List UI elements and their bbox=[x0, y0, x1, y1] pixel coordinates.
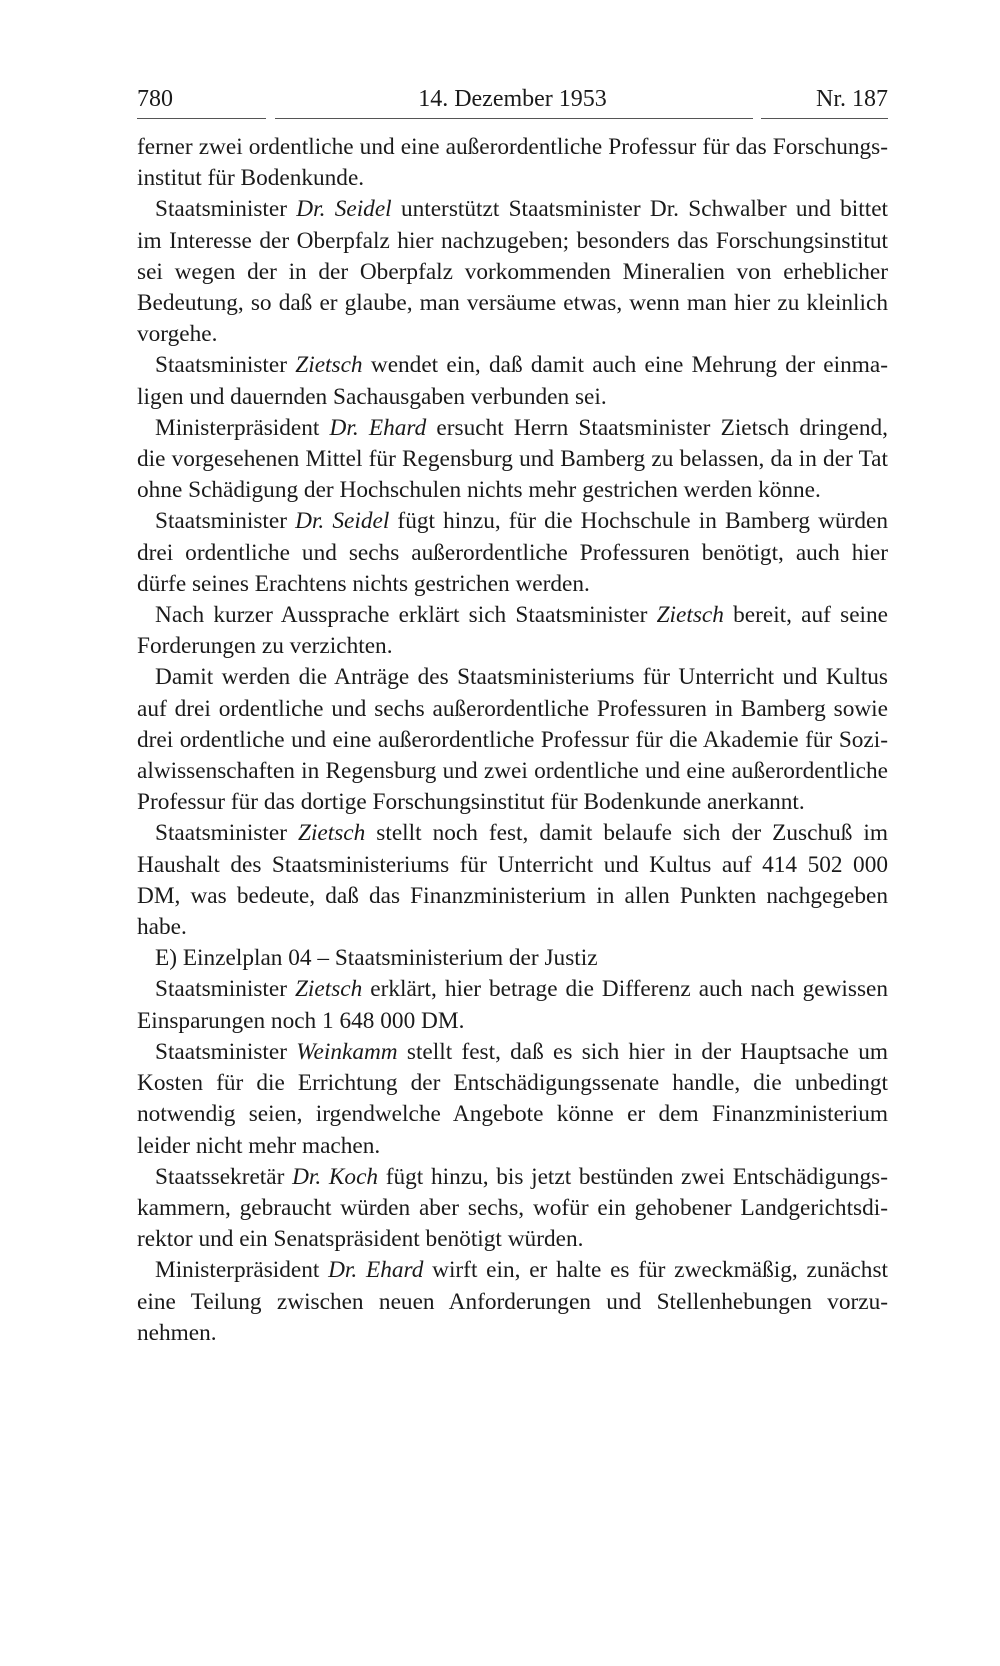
paragraph-text: wirft ein, er halte es für zweckmäßig, zunächst eine Teilung zwischen neuen Anforderungen und Stellenhebungen vorzunehmen. bbox=[137, 1257, 888, 1346]
speaker-name: Zietsch bbox=[298, 820, 366, 847]
page-number: 780 bbox=[137, 86, 173, 112]
paragraph-text: Staatsminister bbox=[155, 976, 295, 1003]
header-rule-right bbox=[761, 118, 888, 119]
body-text bbox=[137, 132, 888, 1349]
header-rules bbox=[137, 118, 888, 120]
paragraph-text: unterstützt Staatsminister Dr. Schwalber und bittet im Interesse der Oberpfalz hier nachzugeben; besonders das Forschungsinstitut sei wegen der in der Oberpfalz vorkommenden Mineralien von erheblicher Bedeutung, so daß er glaube, man versäume etwas, wenn man hier zu kleinlich vorgehe. bbox=[137, 196, 889, 348]
paragraph-text: Staatsminister bbox=[155, 196, 297, 223]
paragraph bbox=[137, 1162, 888, 1256]
speaker-name: Zietsch bbox=[656, 602, 724, 629]
paragraph-text: ferner zwei ordentliche und eine außerordentliche Professur für das Forschungsinstitut für Bodenkunde. bbox=[137, 134, 888, 192]
speaker-name: Dr. Ehard bbox=[328, 1257, 424, 1284]
running-header bbox=[137, 82, 888, 116]
paragraph bbox=[137, 662, 888, 818]
paragraph bbox=[137, 943, 888, 974]
paragraph-text: Ministerpräsident bbox=[155, 1257, 329, 1284]
paragraph bbox=[137, 506, 888, 600]
paragraph bbox=[137, 413, 888, 507]
header-rule-left bbox=[137, 118, 266, 119]
paragraph bbox=[137, 600, 888, 662]
paragraph-text: erklärt, hier betrage die Differenz auch nach gewissen Einsparungen noch 1 648 000 DM. bbox=[137, 976, 888, 1034]
header-date: 14. Dezember 1953 bbox=[418, 86, 607, 112]
paragraph-text: fügt hinzu, für die Hochschule in Bamberg würden drei ordentliche und sechs außerordentliche Professuren benötigt, auch hier dürfe seines Erachtens nichts gestrichen werden. bbox=[137, 508, 888, 597]
paragraph-text: Staatsminister bbox=[155, 508, 296, 535]
document-page bbox=[137, 82, 888, 1349]
paragraph bbox=[137, 1255, 888, 1349]
paragraph bbox=[137, 1037, 888, 1162]
paragraph-text: stellt noch fest, damit belaufe sich der Zuschuß im Haushalt des Staatsministeriums für Unterricht und Kultus auf 414 502 000 DM, was bedeute, daß das Finanzministerium in allen Punkten nachgegeben habe. bbox=[137, 820, 888, 941]
speaker-name: Dr. Seidel bbox=[295, 508, 390, 535]
paragraph-text: Damit werden die Anträge des Staatsministeriums für Unterricht und Kultus auf drei ordentliche und sechs außerordentliche Professuren in Bamberg sowie drei ordentliche und eine außerordentliche Professur für die Akademie für Sozialwissenschaften in Regensburg und zwei ordentliche und eine außerordentliche Professur für das dortige Forschungsinstitut für Bodenkunde anerkannt. bbox=[137, 664, 888, 816]
paragraph-text: Nach kurzer Aussprache erklärt sich Staatsminister bbox=[155, 602, 657, 629]
paragraph-text: ersucht Herrn Staatsminister Zietsch dringend, die vorgesehenen Mittel für Regensburg und Bamberg zu belassen, da in der Tat ohne Schädigung der Hochschulen nichts mehr gestrichen werden könne. bbox=[137, 414, 888, 504]
paragraph bbox=[137, 818, 888, 943]
header-rule-center bbox=[275, 118, 753, 119]
speaker-name: Weinkamm bbox=[296, 1038, 398, 1065]
speaker-name: Zietsch bbox=[295, 352, 363, 379]
paragraph bbox=[137, 194, 888, 350]
paragraph bbox=[137, 350, 888, 412]
issue-number: Nr. 187 bbox=[816, 86, 888, 112]
paragraph-text: Staatsminister bbox=[155, 1038, 297, 1065]
paragraph-text: stellt fest, daß es sich hier in der Hauptsache um Kosten für die Errichtung der Entschädigungssenate handle, die unbedingt notwendig seien, irgendwelche Angebote könne er dem Finanzministerium leider nicht mehr machen. bbox=[137, 1038, 888, 1159]
paragraph bbox=[137, 974, 888, 1036]
speaker-name: Dr. Ehard bbox=[329, 414, 427, 441]
paragraph-text: wendet ein, daß damit auch eine Mehrung der einmaligen und dauernden Sachausgaben verbunden sei. bbox=[137, 352, 888, 410]
paragraph-text: Staatsminister bbox=[155, 352, 296, 379]
paragraph-text: Staatsminister bbox=[155, 820, 298, 847]
speaker-name: Dr. Seidel bbox=[296, 196, 392, 223]
paragraph bbox=[137, 132, 888, 194]
paragraph-text: E) Einzelplan 04 – Staatsministerium der Justiz bbox=[155, 945, 598, 972]
paragraph-text: fügt hinzu, bis jetzt bestünden zwei Entschädigungskammern, gebraucht würden aber sechs, wofür ein gehobener Landgerichtsdirektor und ein Senatspräsident benötigt würden. bbox=[137, 1163, 888, 1253]
paragraph-text: Ministerpräsident bbox=[155, 414, 330, 441]
speaker-name: Zietsch bbox=[294, 976, 363, 1003]
paragraph-text: bereit, auf seine Forderungen zu verzichten. bbox=[137, 602, 888, 660]
paragraph-text: Staatssekretär bbox=[155, 1163, 293, 1190]
speaker-name: Dr. Koch bbox=[292, 1163, 379, 1190]
